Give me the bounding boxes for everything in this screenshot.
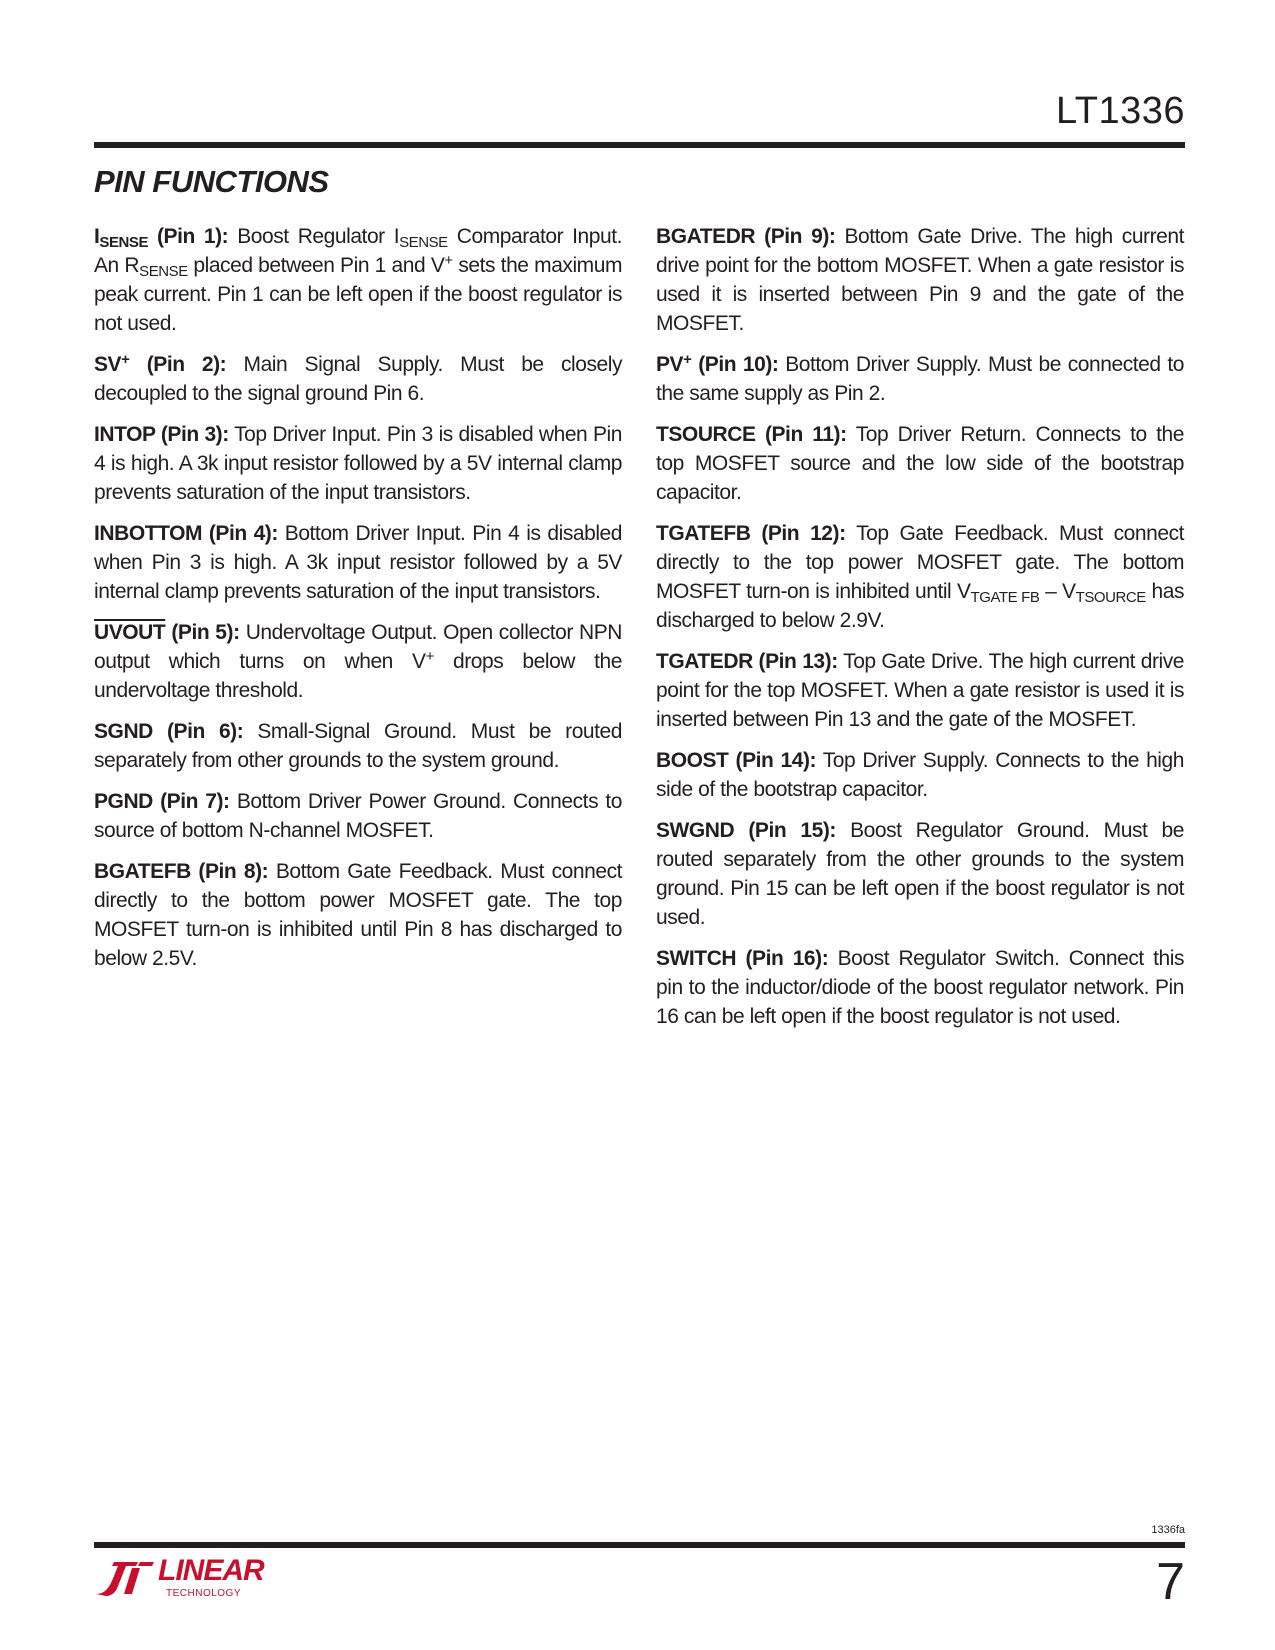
pin-entry-sgnd — [94, 717, 622, 775]
linear-technology-logo — [92, 1556, 262, 1608]
pin-description: Bottom Gate Feedback. Must connect directly to the bottom power MOSFET gate. The top MOSFET turn-on is inhibited until Pin 8 has discharged to below 2.5V. — [94, 860, 623, 970]
pin-name: BGATEDR (Pin 9): — [656, 225, 836, 248]
page-number: 7 — [1156, 1553, 1185, 1611]
pin-entry-bgatefb — [94, 857, 622, 973]
pin-entry-tgatedr — [656, 647, 1184, 734]
pin-description: Top Driver Input. Pin 3 is disabled when Pin 4 is high. A 3k input resistor followed by a 5V internal clamp prevents saturation of the input transistors. — [94, 423, 623, 504]
pin-name: SWITCH (Pin 16): — [656, 947, 829, 970]
pin-entry-inbottom — [94, 519, 622, 606]
left-column — [94, 222, 622, 985]
header-rule — [94, 142, 1185, 148]
logo-subtext: TECHNOLOGY — [166, 1588, 242, 1599]
pin-entry-pgnd — [94, 787, 622, 845]
pin-entry-swgnd — [656, 816, 1184, 932]
pin-entry-tsource — [656, 420, 1184, 507]
footer-rule — [94, 1542, 1185, 1548]
pin-entry-tgatefb — [656, 519, 1184, 635]
section-title: PIN FUNCTIONS — [94, 164, 329, 199]
pin-entry-intop — [94, 420, 622, 507]
pin-name: INBOTTOM (Pin 4): — [94, 522, 278, 545]
logo-wordmark: LINEAR — [158, 1554, 264, 1587]
pin-name: SV+ (Pin 2): — [94, 351, 227, 376]
lt-mark-icon — [92, 1558, 156, 1598]
right-column — [656, 222, 1184, 1043]
pin-description: Boost Regulator $I_{SENSE}$ Comparator Input. An $R_{SENSE}$ placed between Pin 1 and V+ sets the maximum peak current. Pin 1 can be left open if the boost regulator is not used. — [94, 225, 622, 335]
pin-description: Small-Signal Ground. Must be routed separately from other grounds to the system ground. — [94, 720, 622, 772]
pin-entry-bgatedr — [656, 222, 1184, 338]
pin-name: TGATEDR (Pin 13): — [656, 650, 838, 673]
pin-description: Top Driver Supply. Connects to the high side of the bootstrap capacitor. — [656, 749, 1184, 801]
pin-entry-sv — [94, 350, 622, 408]
pin-name: INTOP (Pin 3): — [94, 423, 229, 446]
pin-description: Main Signal Supply. Must be closely decoupled to the signal ground Pin 6. — [94, 353, 622, 405]
pin-description: Undervoltage Output. Open collector NPN output which turns on when V+ drops below the undervoltage threshold. — [94, 621, 622, 702]
pin-description: Bottom Gate Drive. The high current drive point for the bottom MOSFET. When a gate resistor is used it is inserted between Pin 9 and the gate of the MOSFET. — [656, 225, 1184, 335]
pin-description: Bottom Driver Supply. Must be connected to the same supply as Pin 2. — [656, 353, 1184, 405]
pin-entry-switch — [656, 944, 1184, 1031]
pin-description: Boost Regulator Switch. Connect this pin to the inductor/diode of the boost regulator network. Pin 16 can be left open if the boost regulator is not used. — [656, 947, 1185, 1028]
revision-code: 1336fa — [1151, 1524, 1185, 1536]
pin-entry-uvout — [94, 618, 622, 705]
pin-name: $I_{SENSE}$ (Pin 1): — [94, 225, 229, 251]
pin-description: Top Gate Drive. The high current drive point for the top MOSFET. When a gate resistor is used it is inserted between Pin 13 and the gate of the MOSFET. — [656, 650, 1184, 731]
pin-name: SGND (Pin 6): — [94, 720, 244, 743]
pin-name: PV+ (Pin 10): — [656, 351, 779, 376]
pin-description: Top Gate Feedback. Must connect directly to the top power MOSFET gate. The bottom MOSFET turn-on is inhibited until $V_{TGATE FB} - V_{TSOURCE}$ has discharged to below 2.9V. — [656, 522, 1184, 632]
pin-name: BOOST (Pin 14): — [656, 749, 817, 772]
pin-entry-isense — [94, 222, 622, 338]
pin-entry-pv — [656, 350, 1184, 408]
pin-description: Top Driver Return. Connects to the top MOSFET source and the low side of the bootstrap capacitor. — [656, 423, 1184, 504]
pin-name: BGATEFB (Pin 8): — [94, 860, 269, 883]
pin-description: Boost Regulator Ground. Must be routed separately from the other grounds to the system ground. Pin 15 can be left open if the boost regulator is not used. — [656, 819, 1184, 929]
pin-name: UVOUT (Pin 5): — [94, 621, 240, 644]
pin-name: SWGND (Pin 15): — [656, 819, 836, 842]
pin-entry-boost — [656, 746, 1184, 804]
pin-name: TSOURCE (Pin 11): — [656, 423, 847, 446]
pin-name: PGND (Pin 7): — [94, 790, 230, 813]
pin-description: Bottom Driver Input. Pin 4 is disabled when Pin 3 is high. A 3k input resistor followed by a 5V internal clamp prevents saturation of the input transistors. — [94, 522, 623, 603]
pin-name: TGATEFB (Pin 12): — [656, 522, 846, 545]
pin-description: Bottom Driver Power Ground. Connects to source of bottom N-channel MOSFET. — [94, 790, 622, 842]
part-number: LT1336 — [1055, 90, 1185, 132]
